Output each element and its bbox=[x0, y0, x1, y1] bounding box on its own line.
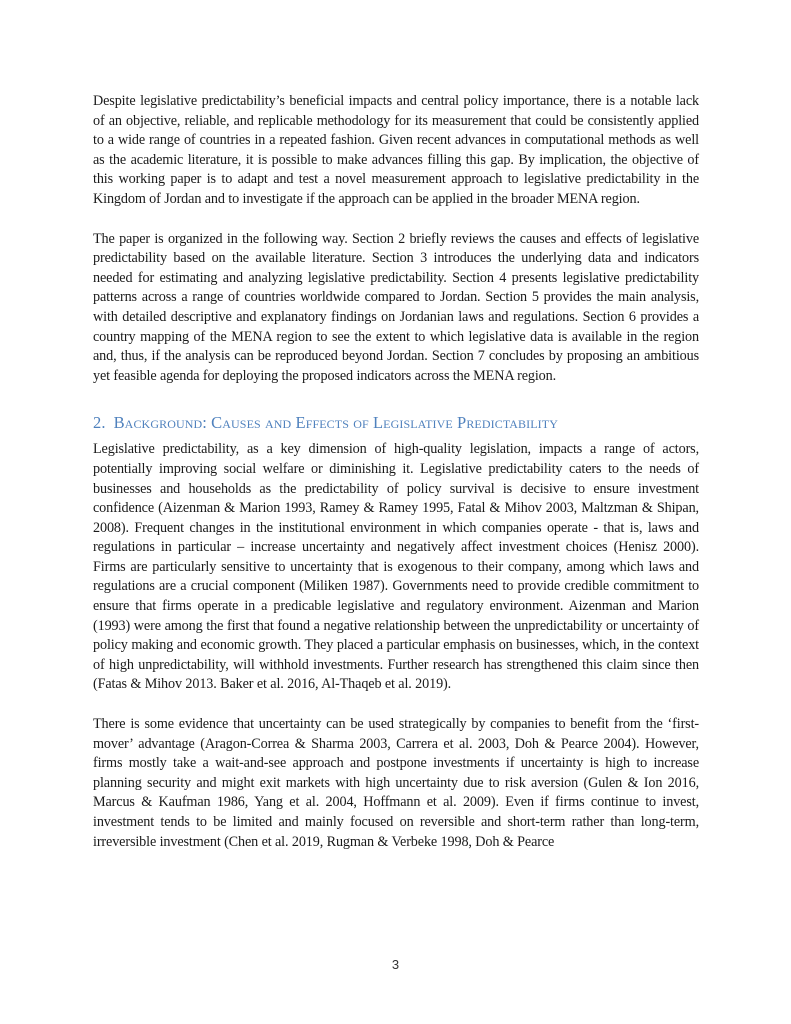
paragraph-background: Legislative predictability, as a key dimension of high-quality legislation, impacts a range of actors, potentially improving social welfare or diminishing it. Legislative predictability caters to the needs of businesses and households as the predictability of policy survival is decisive to ensure investment confidence (Aizenman & Marion 1993, Ramey & Ramey 1995, Fatal & Mihov 2003, Maltzman & Shipan, 2008). Frequent changes in the institutional environment in which companies operate - that is, laws and regulations in particular – increase uncertainty and negatively affect investment choices (Henisz 2000). Firms are particularly sensitive to uncertainty that is exogenous to their company, among which laws and regulations are a crucial component (Miliken 1987). Governments need to provide credible commitment to ensure that firms operate in a predicable legislative and regulatory environment. Aizenman and Marion (1993) were among the first that found a negative relationship between the unpredictability or uncertainty of policy making and economic growth. They placed a particular emphasis on businesses, which, in the context of high unpredictability, will withhold investments. Further research has strengthened this claim since then (Fatas & Mihov 2013. Baker et al. 2016, Al-Thaqeb et al. 2019). bbox=[93, 441, 699, 693]
paragraph-objective: Despite legislative predictability’s beneficial impacts and central policy importance, there is a notable lack of an objective, reliable, and replicable methodology for its measurement that could be consistently applied to a wide range of countries in a repeated fashion. Given recent advances in computational methods as well as the academic literature, it is possible to make advances filling this gap. By implication, the objective of this working paper is to adapt and test a novel measurement approach to legislative predictability in the Kingdom of Jordan and to investigate if the approach can be applied in the broader MENA region. bbox=[93, 93, 699, 207]
paragraph-organization: The paper is organized in the following way. Section 2 briefly reviews the causes and effects of legislative predictability based on the available literature. Section 3 introduces the underlying data and indicators needed for estimating and analyzing legislative predictability. Section 4 presents legislative predictability patterns across a range of countries worldwide compared to Jordan. Section 5 provides the main analysis, with detailed descriptive and explanatory findings on Jordanian laws and regulations. Section 6 provides a country mapping of the MENA region to see the extent to which legislative data is available in the region and, thus, if the analysis can be reproduced beyond Jordan. Section 7 concludes by proposing an ambitious yet feasible agenda for deploying the proposed indicators across the MENA region. bbox=[93, 230, 699, 384]
section-heading bbox=[93, 412, 699, 434]
paragraph-uncertainty: There is some evidence that uncertainty can be used strategically by companies to benefit from the ‘first-mover’ advantage (Aragon-Correa & Sharma 2003, Carrera et al. 2003, Doh & Pearce 2004). However, firms mostly take a wait-and-see approach and postpone investments if uncertainty is high to increase planning security and might exit markets with high uncertainty due to risk aversion (Gulen & Ion 2016, Marcus & Kaufman 1986, Yang et al. 2004, Hoffmann et al. 2009). Even if firms continue to invest, investment tends to be limited and mainly focused on reversible and short-term rather than long-term, irreversible investment (Chen et al. 2019, Rugman & Verbeke 1998, Doh & Pearce bbox=[93, 716, 699, 850]
page-number: 3 bbox=[391, 957, 400, 972]
section-number: 2. bbox=[93, 413, 106, 433]
document-page bbox=[93, 92, 699, 852]
section-title: Background: Causes and Effects of Legislative Predictability bbox=[113, 413, 558, 433]
